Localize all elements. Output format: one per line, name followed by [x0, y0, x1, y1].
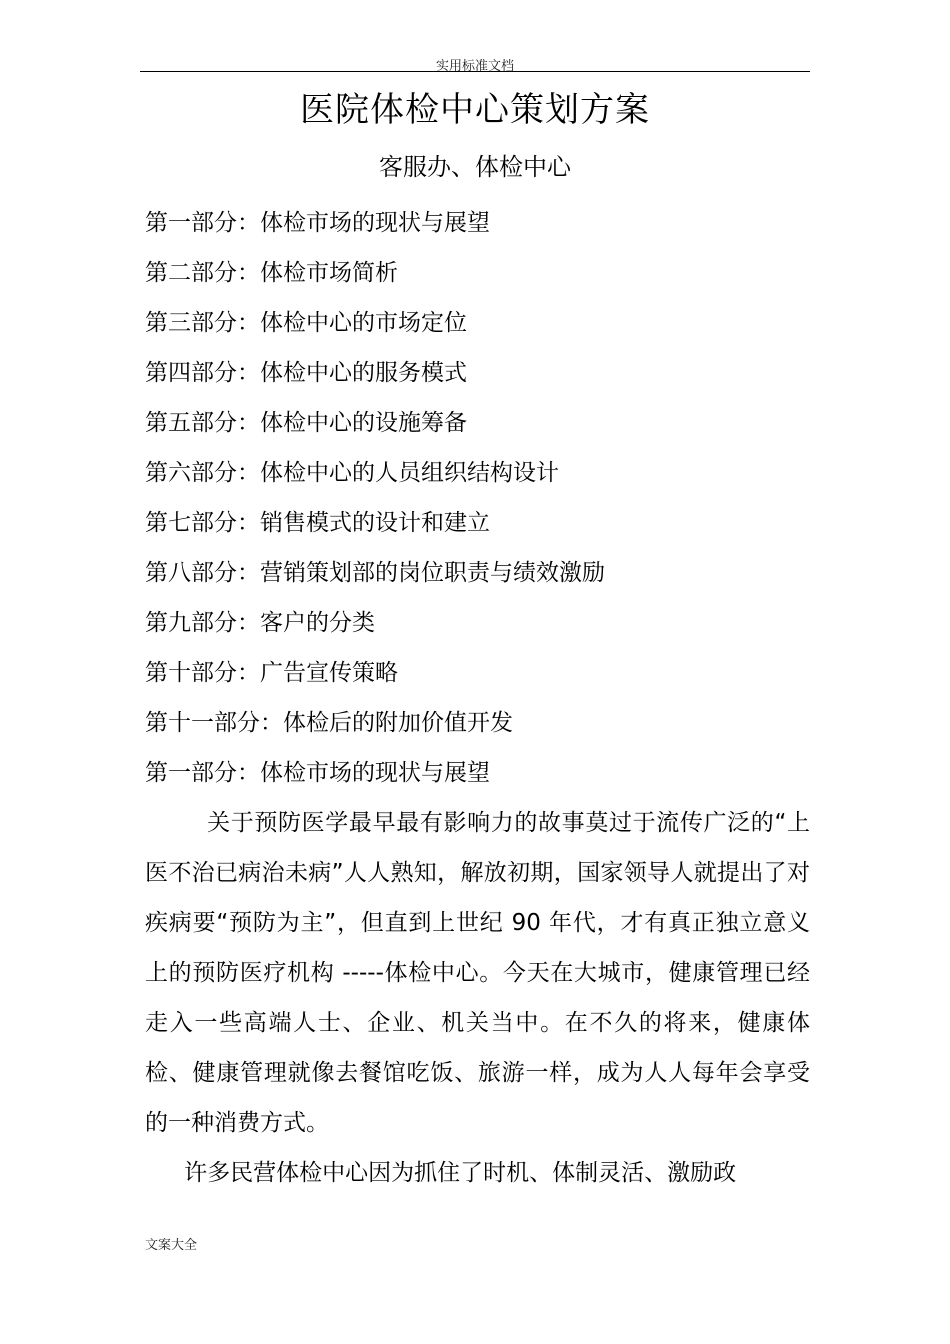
body-paragraph: 许多民营体检中心因为抓住了时机、体制灵活、激励政 [184, 1160, 737, 1186]
section-heading: 第一部分：体检市场的现状与展望 [145, 760, 490, 786]
toc-item: 第五部分：体检中心的设施筹备 [145, 410, 467, 436]
toc-item: 第二部分：体检市场简析 [145, 260, 398, 286]
page-footer-text: 文案大全 [145, 1238, 198, 1253]
document-subtitle: 客服办、体检中心 [379, 153, 571, 181]
toc-item: 第四部分：体检中心的服务模式 [145, 360, 467, 386]
toc-item: 第三部分：体检中心的市场定位 [145, 310, 467, 336]
toc-item: 第十部分：广告宣传策略 [145, 660, 398, 686]
body-paragraph: 关于预防医学最早最有影响力的故事莫过于流传广泛的“上医不治已病治未病”人人熟知，解放初期，国家领导人就提出了对疾病要“预防为主”，但直到上世纪 90 年代，才有真正独立意义上的预防医疗机构 -----体检中心。今天在大城市，健康管理已经走入一些高端人士、企业、机关当中。在不久的将来，健康体检、健康管理就像去餐馆吃饭、旅游一样，成为人人每年会享受的一种消费方式。 [145, 810, 810, 1136]
toc-item: 第八部分：营销策划部的岗位职责与绩效激励 [145, 560, 605, 586]
header-divider [140, 71, 810, 72]
document-title: 医院体检中心策划方案 [300, 90, 650, 130]
toc-item: 第六部分：体检中心的人员组织结构设计 [145, 460, 559, 486]
page-header-text: 实用标准文档 [435, 59, 514, 74]
toc-item: 第十一部分：体检后的附加价值开发 [145, 710, 513, 736]
toc-item: 第九部分：客户的分类 [145, 610, 375, 636]
toc-item: 第七部分：销售模式的设计和建立 [145, 510, 490, 536]
toc-item: 第一部分：体检市场的现状与展望 [145, 210, 490, 236]
table-of-contents [145, 198, 605, 748]
